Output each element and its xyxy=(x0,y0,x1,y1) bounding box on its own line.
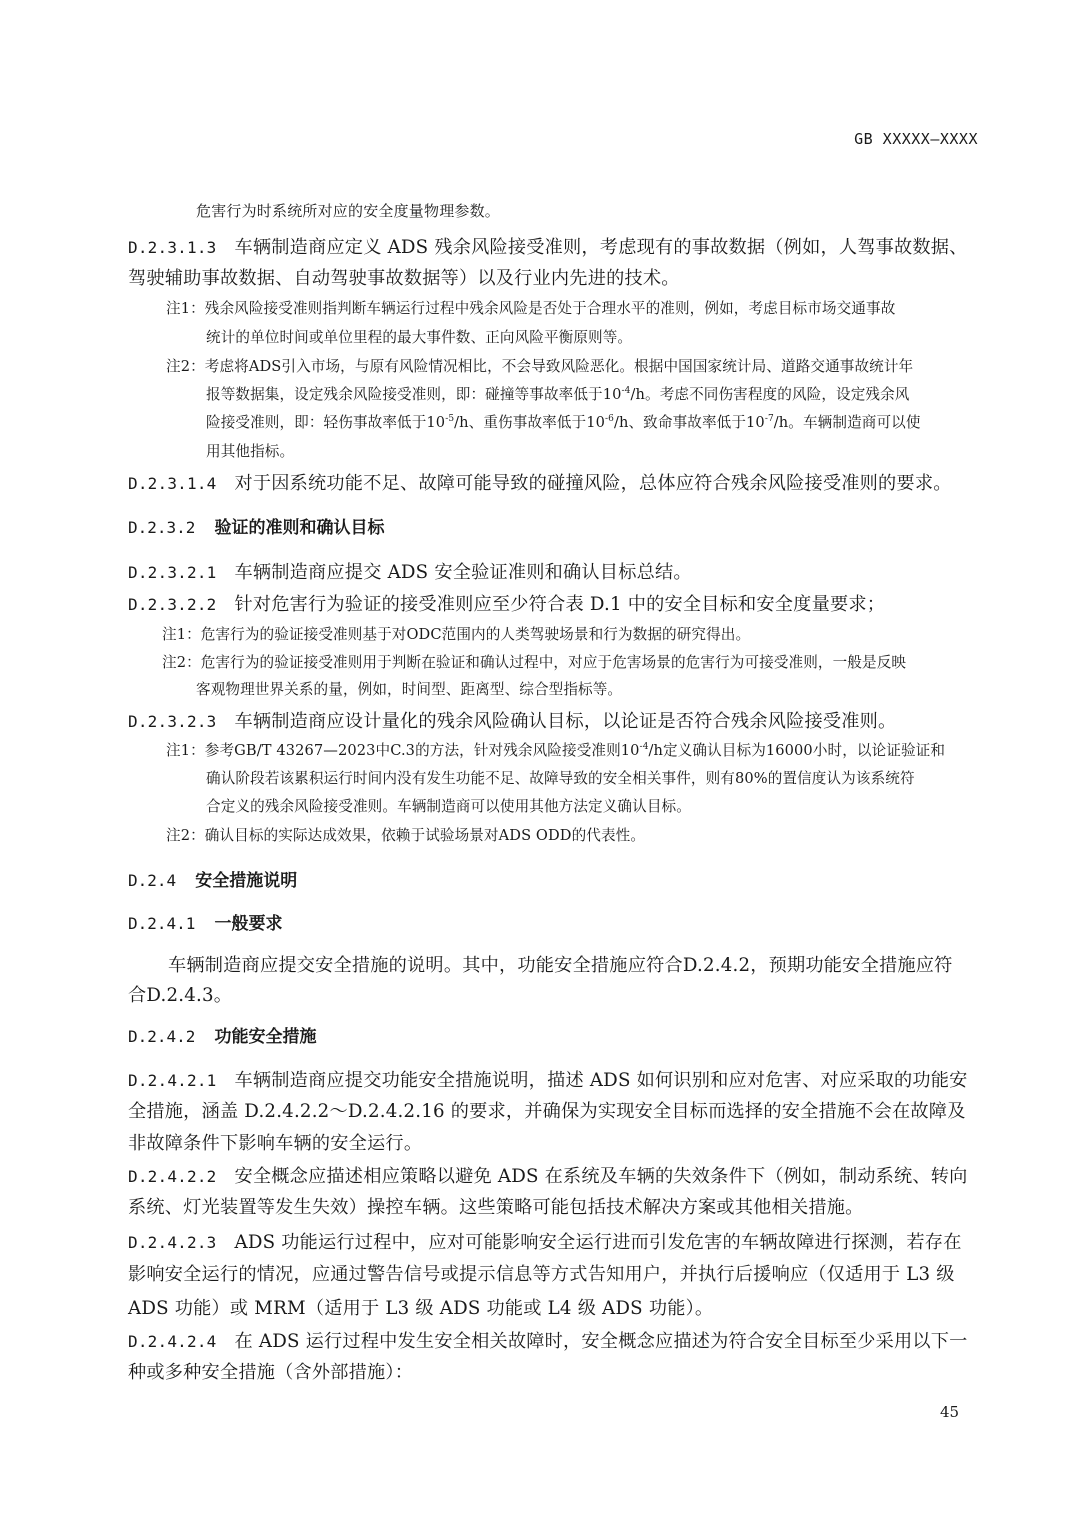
note-text-line: 考虑将ADS引入市场，与原有风险情况相比，不会导致风险恶化。根据中国国家统计局、道路交通事故统计年 xyxy=(204,358,914,375)
note-label: 注1： xyxy=(166,300,205,317)
note: 注1：参考GB/T 43267—2023中C.3的方法，针对残余风险接受准则$10^{-4}/h$定义确认目标为16000小时，以论证验证和 xyxy=(166,742,946,759)
section-title: 安全措施说明 xyxy=(195,871,298,891)
document-code: GB XXXXX—XXXX xyxy=(854,130,978,148)
clause-d22423 xyxy=(128,1228,962,1254)
note-text-line: 残余风险接受准则指判断车辆运行过程中残余风险是否处于合理水平的准则，例如，考虑目标市场交通事故 xyxy=(204,300,896,317)
clause-text-line: 对于因系统功能不足、故障可能导致的碰撞风险，总体应符合残余风险接受准则的要求。 xyxy=(234,473,952,494)
clause-d23323 xyxy=(128,707,896,733)
clause-text-line: 在 ADS 运行过程中发生安全相关故障时，安全概念应描述为符合安全目标至少采用以下一 xyxy=(234,1331,968,1352)
note-text-line: 客观物理世界关系的量，例如，时间型、距离型、综合型指标等。 xyxy=(196,681,623,698)
clause-text-line: 车辆制造商应定义 ADS 残余风险接受准则，考虑现有的事故数据（例如，人驾事故数据、 xyxy=(234,237,968,258)
clause-label: D.2.4.1 xyxy=(128,914,196,933)
note-text-line: 用其他指标。 xyxy=(206,443,295,460)
exponent: -6 xyxy=(605,414,614,425)
section-title: 一般要求 xyxy=(214,914,283,934)
clause-label: D.2.3.2 xyxy=(128,518,196,537)
clause-text-line: ADS 功能）或 MRM（适用于 L3 级 ADS 功能或 L4 级 ADS 功能）。 xyxy=(128,1298,714,1319)
note-label: 注1： xyxy=(166,742,205,759)
note-text-line: 报等数据集，设定残余风险接受准则，即：碰撞等事故率低于$10^{-4}/h$。考虑不同伤害程度的风险，设定残余风 xyxy=(206,386,910,403)
clause-d22424 xyxy=(128,1327,968,1353)
clause-label: D.2.4 xyxy=(128,871,177,890)
clause-text-line: 车辆制造商应提交功能安全措施说明，描述 ADS 如何识别和应对危害、对应采取的功能安 xyxy=(234,1070,968,1091)
paragraph-line: 车辆制造商应提交安全措施的说明。其中，功能安全措施应符合D.2.4.2，预期功能安全措施应符 xyxy=(168,955,953,976)
note-label: 注2： xyxy=(166,358,205,375)
clause-label: D.2.4.2 xyxy=(128,1027,196,1046)
clause-text-line: 系统、灯光装置等发生失效）操控车辆。这些策略可能包括技术解决方案或其他相关措施。 xyxy=(128,1197,864,1218)
exponent: -5 xyxy=(445,414,455,425)
clause-text-line: ADS 功能运行过程中，应对可能影响安全运行进而引发危害的车辆故障进行探测，若存在 xyxy=(234,1232,962,1253)
note-text-line: 危害行为的验证接受准则基于对ODC范围内的人类驾驶场景和行为数据的研究得出。 xyxy=(200,626,751,643)
clause-label: D.2.3.1.3 xyxy=(128,238,217,257)
page-number: 45 xyxy=(940,1403,960,1421)
clause-label: D.2.3.2.3 xyxy=(128,712,217,731)
note-label: 注1： xyxy=(162,626,201,643)
note-text-line: 险接受准则，即：轻伤事故率低于$10^{-5}/h$、重伤事故率低于$10^{-6}/h$、致命事故率低于$10^{-7}/h$。车辆制造商可以使 xyxy=(206,414,921,431)
clause-label: D.2.4.2.4 xyxy=(128,1332,217,1351)
note-text-line: 确认阶段若该累积运行时间内没有发生功能不足、故障导致的安全相关事件，则有80%的置信度认为该系统符 xyxy=(206,770,915,787)
exponent: -4 xyxy=(639,742,649,753)
clause-d23114 xyxy=(128,469,952,495)
clause-text-line: 针对危害行为验证的接受准则应至少符合表 D.1 中的安全目标和安全度量要求； xyxy=(234,594,886,615)
section-heading xyxy=(128,909,283,934)
note-text-line: 合定义的残余风险接受准则。车辆制造商可以使用其他方法定义确认目标。 xyxy=(206,798,691,815)
clause-text-line: 非故障条件下影响车辆的安全运行。 xyxy=(128,1133,423,1154)
note-text-line: 统计的单位时间或单位里程的最大事件数、正向风险平衡原则等。 xyxy=(206,329,633,346)
note-label: 注2： xyxy=(162,654,201,671)
note xyxy=(166,297,895,318)
clause-text-line: 驾驶辅助事故数据、自动驾驶事故数据等）以及行业内先进的技术。 xyxy=(128,268,680,289)
clause-text-line: 影响安全运行的情况，应通过警告信号或提示信息等方式告知用户，并执行后援响应（仅适用于 L3 级 xyxy=(128,1264,955,1285)
section-heading xyxy=(128,513,385,538)
note xyxy=(162,623,750,644)
paragraph-continuation: 危害行为时系统所对应的安全度量物理参数。 xyxy=(196,202,501,220)
clause-label: D.2.4.2.3 xyxy=(128,1233,217,1252)
clause-text-line: 安全概念应描述相应策略以避免 ADS 在系统及车辆的失效条件下（例如，制动系统、转向 xyxy=(234,1166,968,1187)
note xyxy=(166,355,913,376)
clause-label: D.2.4.2.1 xyxy=(128,1071,217,1090)
clause-text-line: 全措施，涵盖 D.2.4.2.2～D.2.4.2.16 的要求，并确保为实现安全目标而选择的安全措施不会在故障及 xyxy=(128,1101,966,1122)
note-text-line: 确认目标的实际达成效果，依赖于试验场景对ADS ODD的代表性。 xyxy=(204,827,646,844)
section-heading xyxy=(128,866,297,891)
note-text-line: 危害行为的验证接受准则用于判断在验证和确认过程中，对应于危害场景的危害行为可接受准则，一般是反映 xyxy=(200,654,907,671)
note xyxy=(166,824,645,845)
section-heading xyxy=(128,1022,317,1047)
note xyxy=(162,651,906,672)
note-label: 注2： xyxy=(166,827,205,844)
clause-text-line: 车辆制造商应设计量化的残余风险确认目标，以论证是否符合残余风险接受准则。 xyxy=(234,711,897,732)
clause-d22421 xyxy=(128,1066,968,1092)
clause-d22422 xyxy=(128,1162,968,1188)
clause-d23322 xyxy=(128,590,885,616)
clause-text-line: 种或多种安全措施（含外部措施）： xyxy=(128,1362,414,1383)
exponent: -7 xyxy=(764,414,774,425)
paragraph-line: 合D.2.4.3。 xyxy=(128,985,233,1006)
clause-label: D.2.4.2.2 xyxy=(128,1167,217,1186)
exponent: -4 xyxy=(621,386,631,397)
clause-label: D.2.3.1.4 xyxy=(128,474,217,493)
section-title: 验证的准则和确认目标 xyxy=(214,518,385,538)
clause-label: D.2.3.2.1 xyxy=(128,563,217,582)
section-title: 功能安全措施 xyxy=(214,1027,317,1047)
clause-text-line: 车辆制造商应提交 ADS 安全验证准则和确认目标总结。 xyxy=(234,562,692,583)
clause-d23113 xyxy=(128,233,968,259)
clause-label: D.2.3.2.2 xyxy=(128,595,217,614)
clause-d23321 xyxy=(128,558,692,584)
